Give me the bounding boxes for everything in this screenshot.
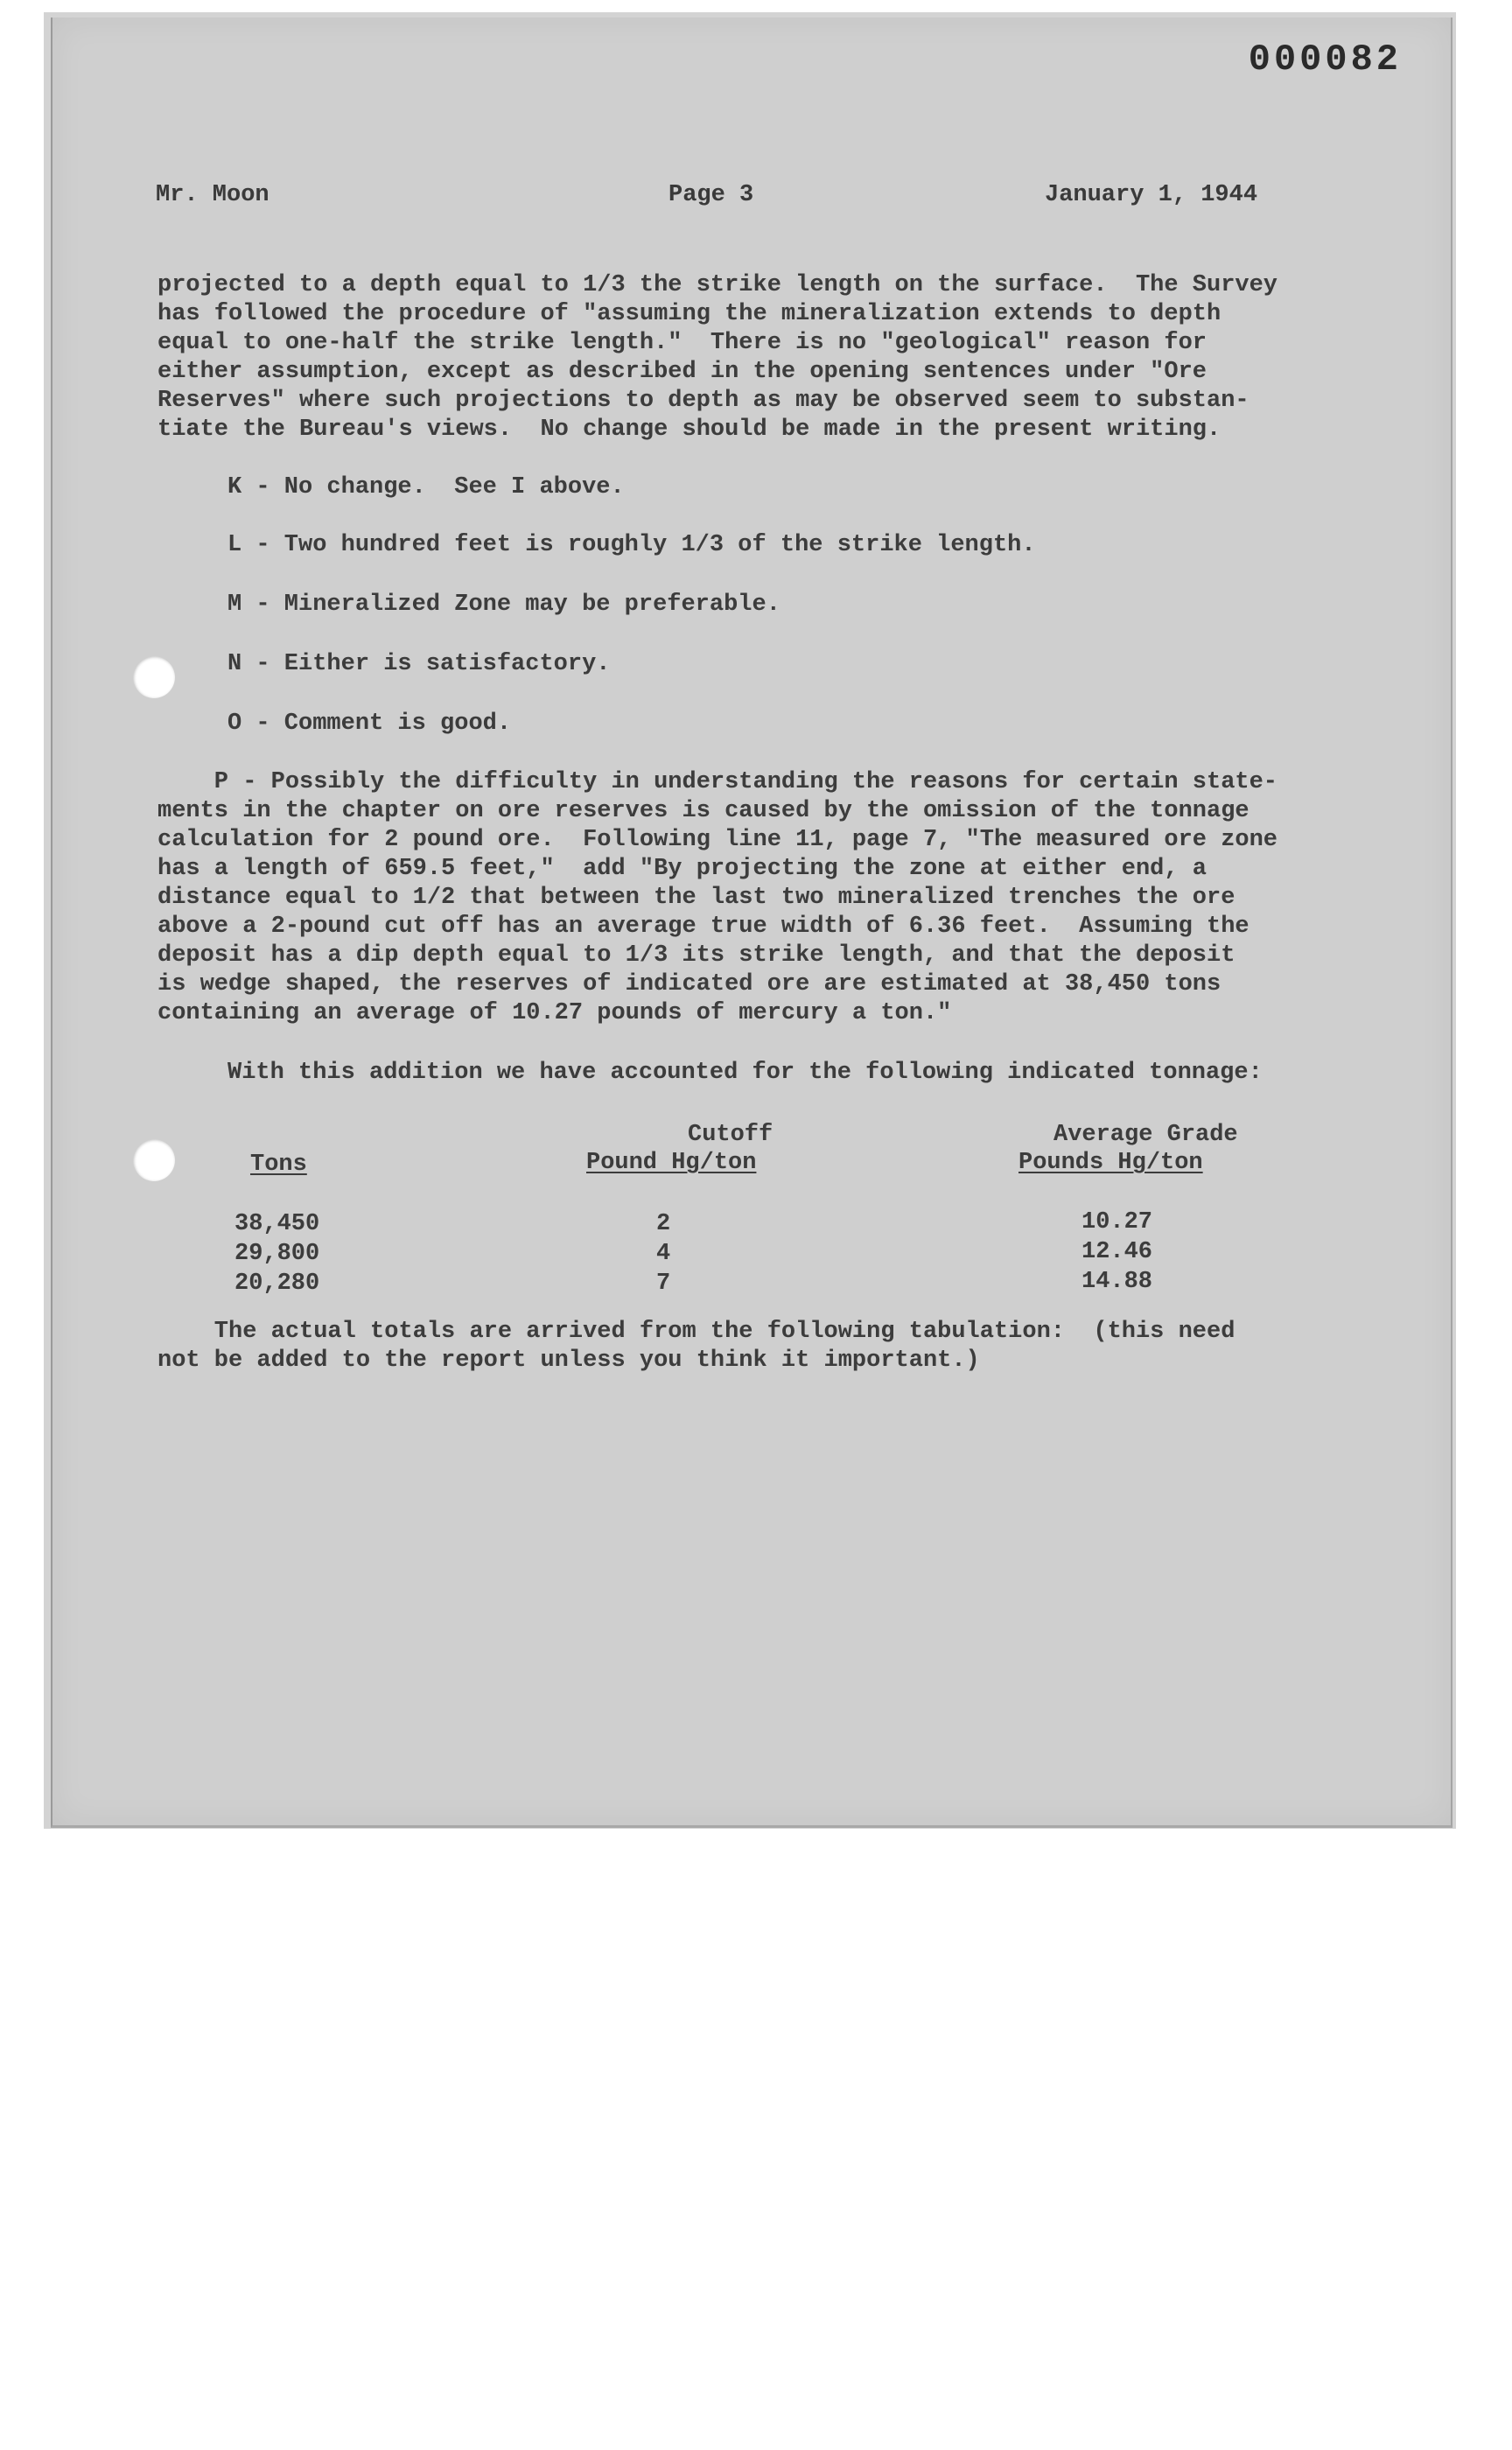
page-number: Page 3	[668, 182, 754, 208]
table-cell-cutoff: 7	[656, 1270, 671, 1297]
item-k: K - No change. See I above.	[228, 474, 625, 500]
header-tons: Tons	[250, 1152, 307, 1178]
table-cell-tons: 20,280	[234, 1270, 320, 1297]
header-average-unit: Pounds Hg/ton	[1018, 1150, 1203, 1176]
recipient: Mr. Moon	[156, 182, 270, 208]
header-average-top: Average Grade	[1054, 1122, 1238, 1148]
paragraph-projection: projected to a depth equal to 1/3 the strike length on the surface. The Survey has followed the procedure of "assuming the mineralization extends to depth equal to one-half the strike length." There is no "geological" reason for either assumption, except as described in the opening sentences under "Ore Reserves" where such projections to depth as may be observed seem to substan- tiate the Bureau's views. No change should be made in the present writing.	[158, 272, 1278, 443]
table-cell-grade: 10.27	[1082, 1209, 1153, 1236]
table-cell-tons: 29,800	[234, 1241, 320, 1267]
document-page	[51, 18, 1452, 1828]
item-o: O - Comment is good.	[228, 710, 512, 737]
item-n: N - Either is satisfactory.	[228, 651, 611, 677]
punch-hole	[133, 656, 175, 698]
item-l: L - Two hundred feet is roughly 1/3 of the strike length.	[228, 532, 1036, 558]
table-cell-cutoff: 4	[656, 1241, 671, 1267]
tonnage-intro: With this addition we have accounted for the following indicated tonnage:	[228, 1060, 1263, 1086]
table-cell-tons: 38,450	[234, 1211, 320, 1237]
closing-paragraph: The actual totals are arrived from the following tabulation: (this need not be added to the report unless you think it important.)	[158, 1319, 1236, 1374]
header-cutoff-top: Cutoff	[688, 1122, 774, 1148]
table-cell-grade: 14.88	[1082, 1269, 1153, 1295]
letter-date: January 1, 1944	[1045, 182, 1258, 208]
punch-hole	[133, 1139, 175, 1181]
table-cell-cutoff: 2	[656, 1211, 671, 1237]
paragraph-p: P - Possibly the difficulty in understanding the reasons for certain state- ments in the chapter on ore reserves is caused by the omission of the tonnage calculation for 2 pound ore. Following line 11, page 7, "The measured ore zone has a length of 659.5 feet," add "By projecting the zone at either end, a distance equal to 1/2 that between the last two mineralized trenches the ore above a 2-pound cut off has an average true width of 6.36 feet. Assuming the deposit has a dip depth equal to 1/3 its strike length, and that the deposit is wedge shaped, the reserves of indicated ore are estimated at 38,450 tons containing an average of 10.27 pounds of mercury a ton."	[158, 769, 1278, 1026]
table-cell-grade: 12.46	[1082, 1239, 1153, 1265]
scanned-document	[44, 12, 1456, 1829]
item-m: M - Mineralized Zone may be preferable.	[228, 592, 780, 618]
document-number: 000082	[1248, 38, 1402, 80]
header-cutoff-unit: Pound Hg/ton	[586, 1150, 757, 1176]
